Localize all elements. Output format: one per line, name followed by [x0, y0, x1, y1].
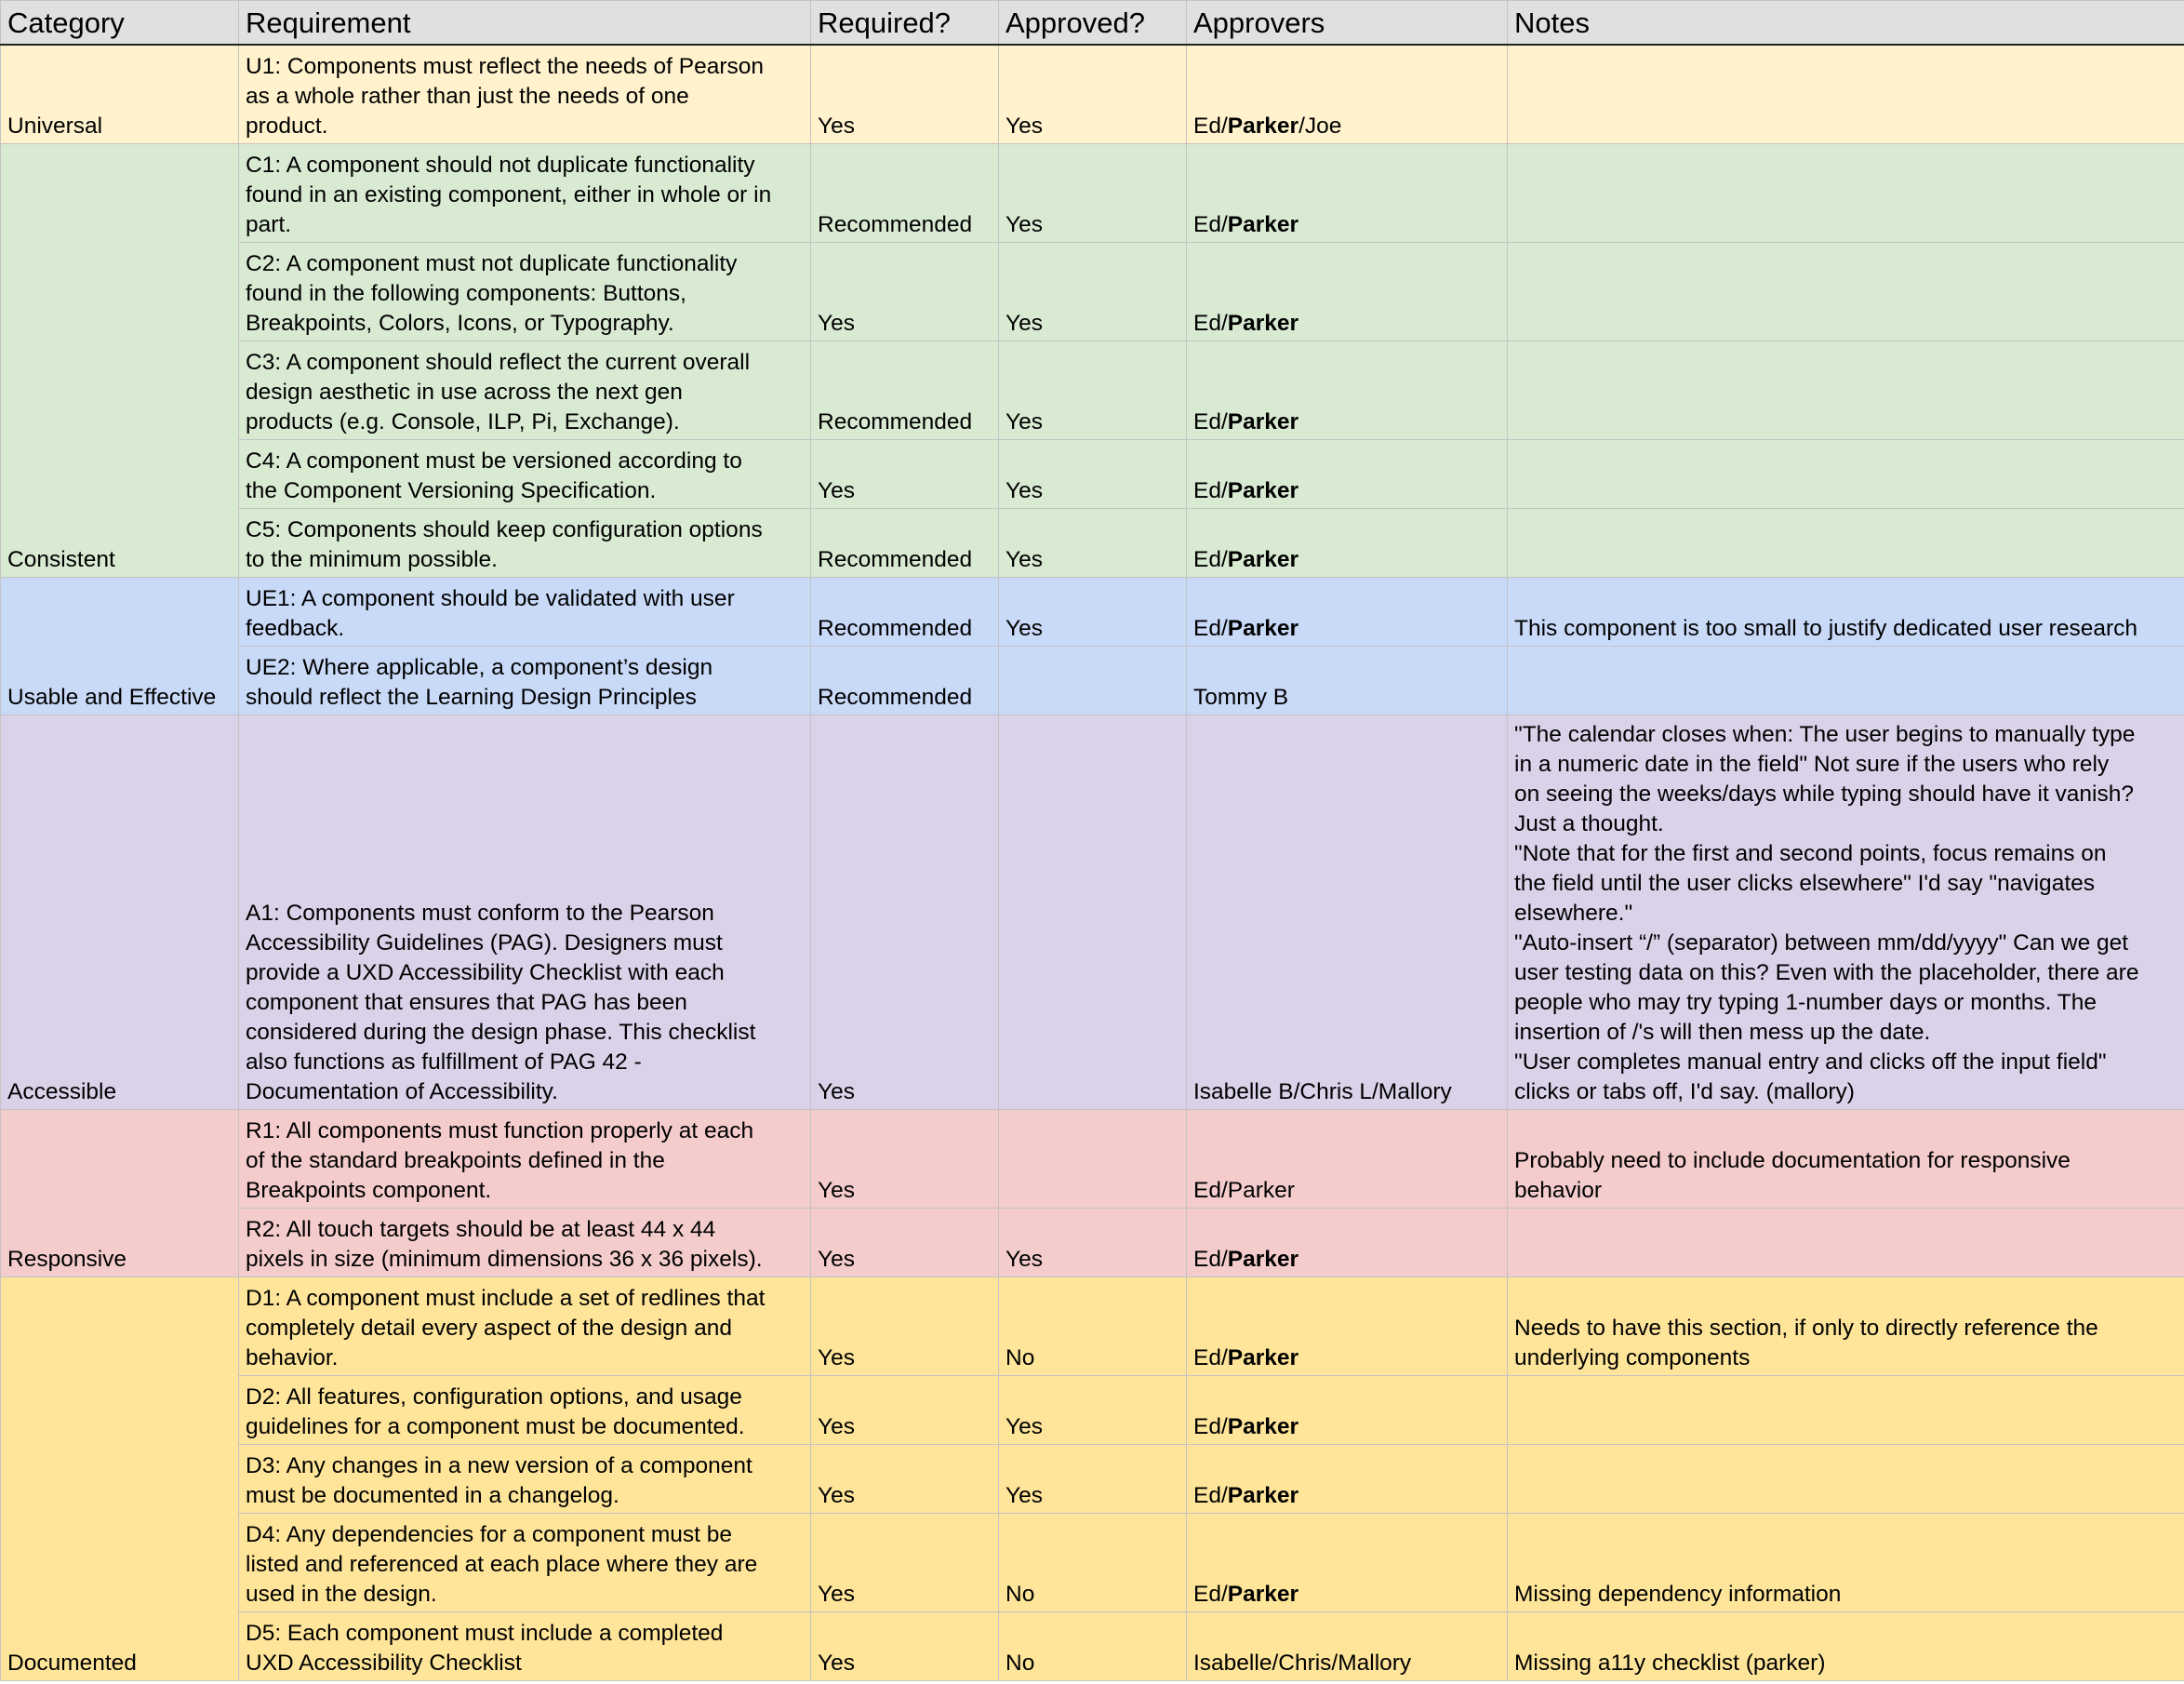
approved-cell[interactable]: Yes	[999, 439, 1187, 508]
approvers-cell[interactable]: Isabelle B/Chris L/Mallory	[1187, 715, 1508, 1109]
requirement-cell[interactable]: A1: Components must conform to the Pearson Accessibility Guidelines (PAG). Designers must provide a UXD Accessibility Checklist with each component that ensures that PAG has been considered during the design phase. This checklist also functions as fulfillment of PAG 42 - Documentation of Accessibility.	[239, 715, 811, 1109]
required-cell[interactable]: Yes	[811, 1109, 999, 1208]
notes-cell[interactable]: Probably need to include documentation for responsive behavior	[1508, 1109, 2184, 1208]
column-header-approvers[interactable]: Approvers	[1187, 1, 1508, 46]
approved-cell[interactable]: Yes	[999, 508, 1187, 577]
approved-cell[interactable]: Yes	[999, 242, 1187, 341]
column-header-category[interactable]: Category	[1, 1, 239, 46]
notes-cell[interactable]	[1508, 242, 2184, 341]
notes-cell[interactable]: "The calendar closes when: The user begins to manually type in a numeric date in the field" Not sure if the users who rely on seeing the weeks/days while typing should have it vanish? Just a thought. "Note that for the first and second points, focus remains on the field until the user clicks elsewhere" I'd say "navigates elsewhere." "Auto-insert “/” (separator) between mm/dd/yyyy" Can we get user testing data on this? Even with the placeholder, there are people who may try typing 1-number days or months. The insertion of /'s will then mess up the date. "User completes manual entry and clicks off the input field" clicks or tabs off, I'd say. (mallory)	[1508, 715, 2184, 1109]
approvers-cell[interactable]: Ed/Parker	[1187, 577, 1508, 646]
notes-cell[interactable]: This component is too small to justify dedicated user research	[1508, 577, 2184, 646]
notes-cell[interactable]	[1508, 508, 2184, 577]
table-row	[1, 646, 2184, 715]
approved-cell[interactable]: Yes	[999, 1444, 1187, 1513]
table-row	[1, 1109, 2184, 1208]
table-row	[1, 1375, 2184, 1444]
required-cell[interactable]: Recommended	[811, 341, 999, 439]
notes-cell[interactable]	[1508, 143, 2184, 242]
approvers-cell[interactable]: Ed/Parker	[1187, 1276, 1508, 1375]
requirement-cell[interactable]: R1: All components must function properly at each of the standard breakpoints defined in the Breakpoints component.	[239, 1109, 811, 1208]
notes-cell[interactable]: Needs to have this section, if only to directly reference the underlying components	[1508, 1276, 2184, 1375]
notes-cell[interactable]	[1508, 1444, 2184, 1513]
requirement-cell[interactable]: C5: Components should keep configuration options to the minimum possible.	[239, 508, 811, 577]
approvers-cell[interactable]: Ed/Parker	[1187, 1513, 1508, 1611]
notes-cell[interactable]: Missing a11y checklist (parker)	[1508, 1611, 2184, 1680]
table-row	[1, 439, 2184, 508]
approved-cell[interactable]: Yes	[999, 1375, 1187, 1444]
approved-cell[interactable]	[999, 1109, 1187, 1208]
approved-cell[interactable]	[999, 646, 1187, 715]
table-row	[1, 143, 2184, 242]
notes-cell[interactable]	[1508, 646, 2184, 715]
approvers-cell[interactable]: Ed/Parker	[1187, 242, 1508, 341]
approved-cell[interactable]: Yes	[999, 577, 1187, 646]
requirement-cell[interactable]: D3: Any changes in a new version of a component must be documented in a changelog.	[239, 1444, 811, 1513]
requirement-cell[interactable]: U1: Components must reflect the needs of Pearson as a whole rather than just the needs of one product.	[239, 45, 811, 143]
table-row	[1, 508, 2184, 577]
table-row	[1, 1611, 2184, 1680]
approvers-cell[interactable]: Ed/Parker/Joe	[1187, 45, 1508, 143]
column-header-notes[interactable]: Notes	[1508, 1, 2184, 46]
requirement-cell[interactable]: C1: A component should not duplicate functionality found in an existing component, either in whole or in part.	[239, 143, 811, 242]
column-header-approved[interactable]: Approved?	[999, 1, 1187, 46]
approvers-cell[interactable]: Isabelle/Chris/Mallory	[1187, 1611, 1508, 1680]
approvers-cell[interactable]: Ed/Parker	[1187, 1208, 1508, 1276]
required-cell[interactable]: Recommended	[811, 646, 999, 715]
requirement-cell[interactable]: D1: A component must include a set of redlines that completely detail every aspect of the design and behavior.	[239, 1276, 811, 1375]
requirement-cell[interactable]: UE1: A component should be validated with user feedback.	[239, 577, 811, 646]
approved-cell[interactable]: No	[999, 1513, 1187, 1611]
required-cell[interactable]: Recommended	[811, 143, 999, 242]
required-cell[interactable]: Yes	[811, 1276, 999, 1375]
approvers-cell[interactable]: Ed/Parker	[1187, 1375, 1508, 1444]
required-cell[interactable]: Yes	[811, 1444, 999, 1513]
approvers-cell[interactable]: Ed/Parker	[1187, 439, 1508, 508]
table-row	[1, 1208, 2184, 1276]
column-header-required[interactable]: Required?	[811, 1, 999, 46]
table-row	[1, 341, 2184, 439]
table-row	[1, 1444, 2184, 1513]
requirement-cell[interactable]: R2: All touch targets should be at least 44 x 44 pixels in size (minimum dimensions 36 x 36 pixels).	[239, 1208, 811, 1276]
table-row	[1, 1513, 2184, 1611]
table-row	[1, 577, 2184, 646]
approvers-cell[interactable]: Ed/Parker	[1187, 143, 1508, 242]
requirement-cell[interactable]: C3: A component should reflect the current overall design aesthetic in use across the next gen products (e.g. Console, ILP, Pi, Exchange).	[239, 341, 811, 439]
required-cell[interactable]: Yes	[811, 1375, 999, 1444]
category-cell-universal[interactable]: Universal	[1, 45, 239, 143]
category-cell-documented[interactable]: Documented	[1, 1276, 239, 1680]
requirement-cell[interactable]: C4: A component must be versioned according to the Component Versioning Specification.	[239, 439, 811, 508]
table-row	[1, 1276, 2184, 1375]
required-cell[interactable]: Yes	[811, 439, 999, 508]
notes-cell[interactable]	[1508, 45, 2184, 143]
notes-cell[interactable]	[1508, 341, 2184, 439]
required-cell[interactable]: Yes	[811, 715, 999, 1109]
header-row	[1, 1, 2184, 46]
required-cell[interactable]: Yes	[811, 1611, 999, 1680]
notes-cell[interactable]: Missing dependency information	[1508, 1513, 2184, 1611]
required-cell[interactable]: Yes	[811, 242, 999, 341]
approved-cell[interactable]: No	[999, 1276, 1187, 1375]
requirement-cell[interactable]: UE2: Where applicable, a component’s design should reflect the Learning Design Principles	[239, 646, 811, 715]
requirement-cell[interactable]: D2: All features, configuration options, and usage guidelines for a component must be documented.	[239, 1375, 811, 1444]
approvers-cell[interactable]: Ed/Parker	[1187, 341, 1508, 439]
notes-cell[interactable]	[1508, 439, 2184, 508]
approvers-cell[interactable]: Ed/Parker	[1187, 1109, 1508, 1208]
required-cell[interactable]: Yes	[811, 1208, 999, 1276]
approved-cell[interactable]	[999, 715, 1187, 1109]
requirement-cell[interactable]: D5: Each component must include a completed UXD Accessibility Checklist	[239, 1611, 811, 1680]
required-cell[interactable]: Yes	[811, 45, 999, 143]
category-cell-consistent[interactable]: Consistent	[1, 143, 239, 577]
notes-cell[interactable]	[1508, 1208, 2184, 1276]
required-cell[interactable]: Recommended	[811, 508, 999, 577]
category-cell-responsive[interactable]: Responsive	[1, 1109, 239, 1276]
table-row	[1, 242, 2184, 341]
table-row	[1, 45, 2184, 143]
approved-cell[interactable]: Yes	[999, 1208, 1187, 1276]
table-row	[1, 715, 2184, 1109]
column-header-requirement[interactable]: Requirement	[239, 1, 811, 46]
category-cell-usable[interactable]: Usable and Effective	[1, 577, 239, 715]
approved-cell[interactable]: No	[999, 1611, 1187, 1680]
requirement-cell[interactable]: C2: A component must not duplicate functionality found in the following components: Buttons, Breakpoints, Colors, Icons, or Typography.	[239, 242, 811, 341]
required-cell[interactable]: Recommended	[811, 577, 999, 646]
requirement-cell[interactable]: D4: Any dependencies for a component must be listed and referenced at each place where they are used in the design.	[239, 1513, 811, 1611]
approved-cell[interactable]: Yes	[999, 143, 1187, 242]
approvers-cell[interactable]: Ed/Parker	[1187, 508, 1508, 577]
approved-cell[interactable]: Yes	[999, 45, 1187, 143]
required-cell[interactable]: Yes	[811, 1513, 999, 1611]
approvers-cell[interactable]: Ed/Parker	[1187, 1444, 1508, 1513]
category-cell-accessible[interactable]: Accessible	[1, 715, 239, 1109]
approvers-cell[interactable]: Tommy B	[1187, 646, 1508, 715]
approved-cell[interactable]: Yes	[999, 341, 1187, 439]
notes-cell[interactable]	[1508, 1375, 2184, 1444]
